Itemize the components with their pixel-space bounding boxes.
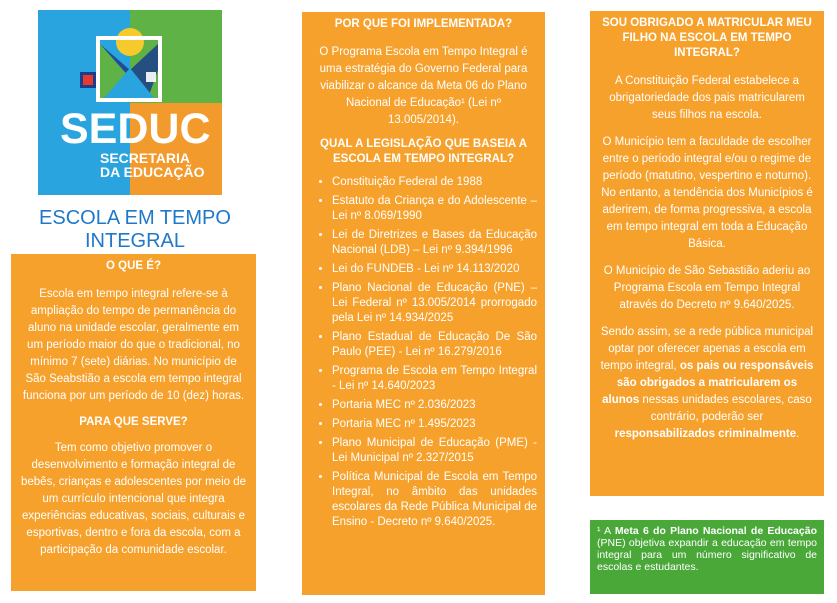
- legislation-item: • Constituição Federal de 1988: [332, 175, 537, 190]
- why-implemented-text: O Programa Escola em Tempo Integral é uma estratégia do Governo Federal para viabilizar o alcance da Meta 06 do Plano Nacional de Educação¹ (Lei nº 13.005/2014).: [319, 46, 528, 126]
- logo-subtitle-line1: SECRETARIA: [100, 150, 190, 166]
- legislation-list: [302, 175, 545, 530]
- enrollment-p4-bold-b: responsabilizados criminalmente: [614, 428, 797, 440]
- legislation-item: • Lei de Diretrizes e Bases da Educação Nacional (LDB) – Lei nº 9.394/1996: [332, 228, 537, 258]
- footnote-text: [597, 525, 817, 573]
- enrollment-p2: O Município tem a faculdade de escolher entre o período integral e/ou o regime de período (matutino, vespertino e noturno). No entanto, a tendência dos Municípios é aderirem, de forma progressiva, a escola em tempo integral em toda a Educação Básica.: [601, 136, 813, 250]
- legislation-item: • Política Municipal de Escola em Tempo Integral, no âmbito das unidades escolares da Rede Pública Municipal de Ensino - Decreto nº 9.640/2025.: [332, 470, 537, 530]
- legislation-panel: [302, 12, 545, 595]
- enrollment-p1: A Constituição Federal estabelece a obrigatoriedade dos pais matricularem seus filhos na escola.: [609, 75, 805, 121]
- legislation-item: • Plano Municipal de Educação (PME) - Lei Municipal nº 2.327/2015: [332, 436, 537, 466]
- page-title-line1: ESCOLA EM TEMPO: [39, 207, 231, 229]
- what-is-text: Escola em tempo integral refere-se à ampliação do tempo de permanência do aluno na unidade escolar, geralmente em um período maior do que o tradicional, no mínimo 7 (sete) diárias. No município de São Seabstião a escola em tempo integral funciona por um período de 10 (dez) horas.: [22, 288, 245, 402]
- logo-wordmark: SEDUC: [60, 105, 211, 153]
- why-implemented-heading: POR QUE FOI IMPLEMENTADA?: [334, 18, 513, 30]
- enrollment-p4-text-b: nessas unidades escolares, caso contrário, poderão ser: [639, 394, 812, 423]
- legislation-item: • Programa de Escola em Tempo Integral - Lei nº 14.640/2023: [332, 364, 537, 394]
- legislation-heading: QUAL A LEGISLAÇÃO QUE BASEIA A ESCOLA EM TEMPO INTEGRAL?: [320, 138, 528, 165]
- logo-subtitle: [100, 151, 204, 179]
- legislation-item: • Estatuto da Criança e do Adolescente – Lei nº 8.069/1990: [332, 194, 537, 224]
- footnote-rest: (PNE) objetiva expandir a educação em tempo integral para um número significativo de escolas e estudantes.: [597, 537, 817, 573]
- purpose-heading: PARA QUE SERVE?: [79, 416, 188, 428]
- enrollment-p4-bold-a: os pais ou responsáveis são obrigados a matricularem os alunos: [602, 360, 814, 406]
- what-is-panel: [11, 254, 256, 591]
- purpose-text: Tem como objetivo promover o desenvolvimento e formação integral de bebês, crianças e adolescentes por meio de um currículo intencional que integra experiências educativas, sociais, culturais e esportivas, dentro e fora da escola, com a participação da comunidade escolar.: [20, 442, 247, 556]
- logo-subtitle-line2: DA EDUCAÇÃO: [100, 164, 205, 180]
- legislation-item: • Plano Nacional de Educação (PNE) – Lei Federal nº 13.005/2014 prorrogado pela Lei nº 14.934/2025: [332, 281, 537, 326]
- footnote-marker: ¹ A: [597, 525, 615, 537]
- enrollment-p4-text-a: Sendo assim, se a rede pública municipal optar por oferecer apenas a escola em tempo integral,: [600, 326, 814, 372]
- seduc-logo: [38, 10, 222, 195]
- footnote-box: [590, 520, 824, 594]
- page-title: [10, 207, 260, 253]
- what-is-heading: O QUE É?: [106, 260, 161, 272]
- footnote-bold: Meta 6 do Plano Nacional de Educação: [614, 525, 817, 537]
- legislation-item: • Lei do FUNDEB - Lei nº 14.113/2020: [332, 262, 537, 277]
- enrollment-p4: [600, 324, 814, 443]
- legislation-item: • Portaria MEC nº 1.495/2023: [332, 417, 537, 432]
- page-title-line2: INTEGRAL: [84, 230, 186, 252]
- enrollment-p3: O Município de São Sebastião aderiu ao Programa Escola em Tempo Integral através do Decreto nº 9.640/2025.: [603, 265, 811, 311]
- enrollment-p4-text-c: .: [796, 428, 800, 440]
- legislation-item: • Plano Estadual de Educação De São Paulo (PEE) - Lei nº 16.279/2016: [332, 330, 537, 360]
- enrollment-heading: SOU OBRIGADO A MATRICULAR MEU FILHO NA ESCOLA EM TEMPO INTEGRAL?: [602, 17, 812, 59]
- enrollment-panel: [590, 11, 824, 496]
- legislation-item: • Portaria MEC nº 2.036/2023: [332, 398, 537, 413]
